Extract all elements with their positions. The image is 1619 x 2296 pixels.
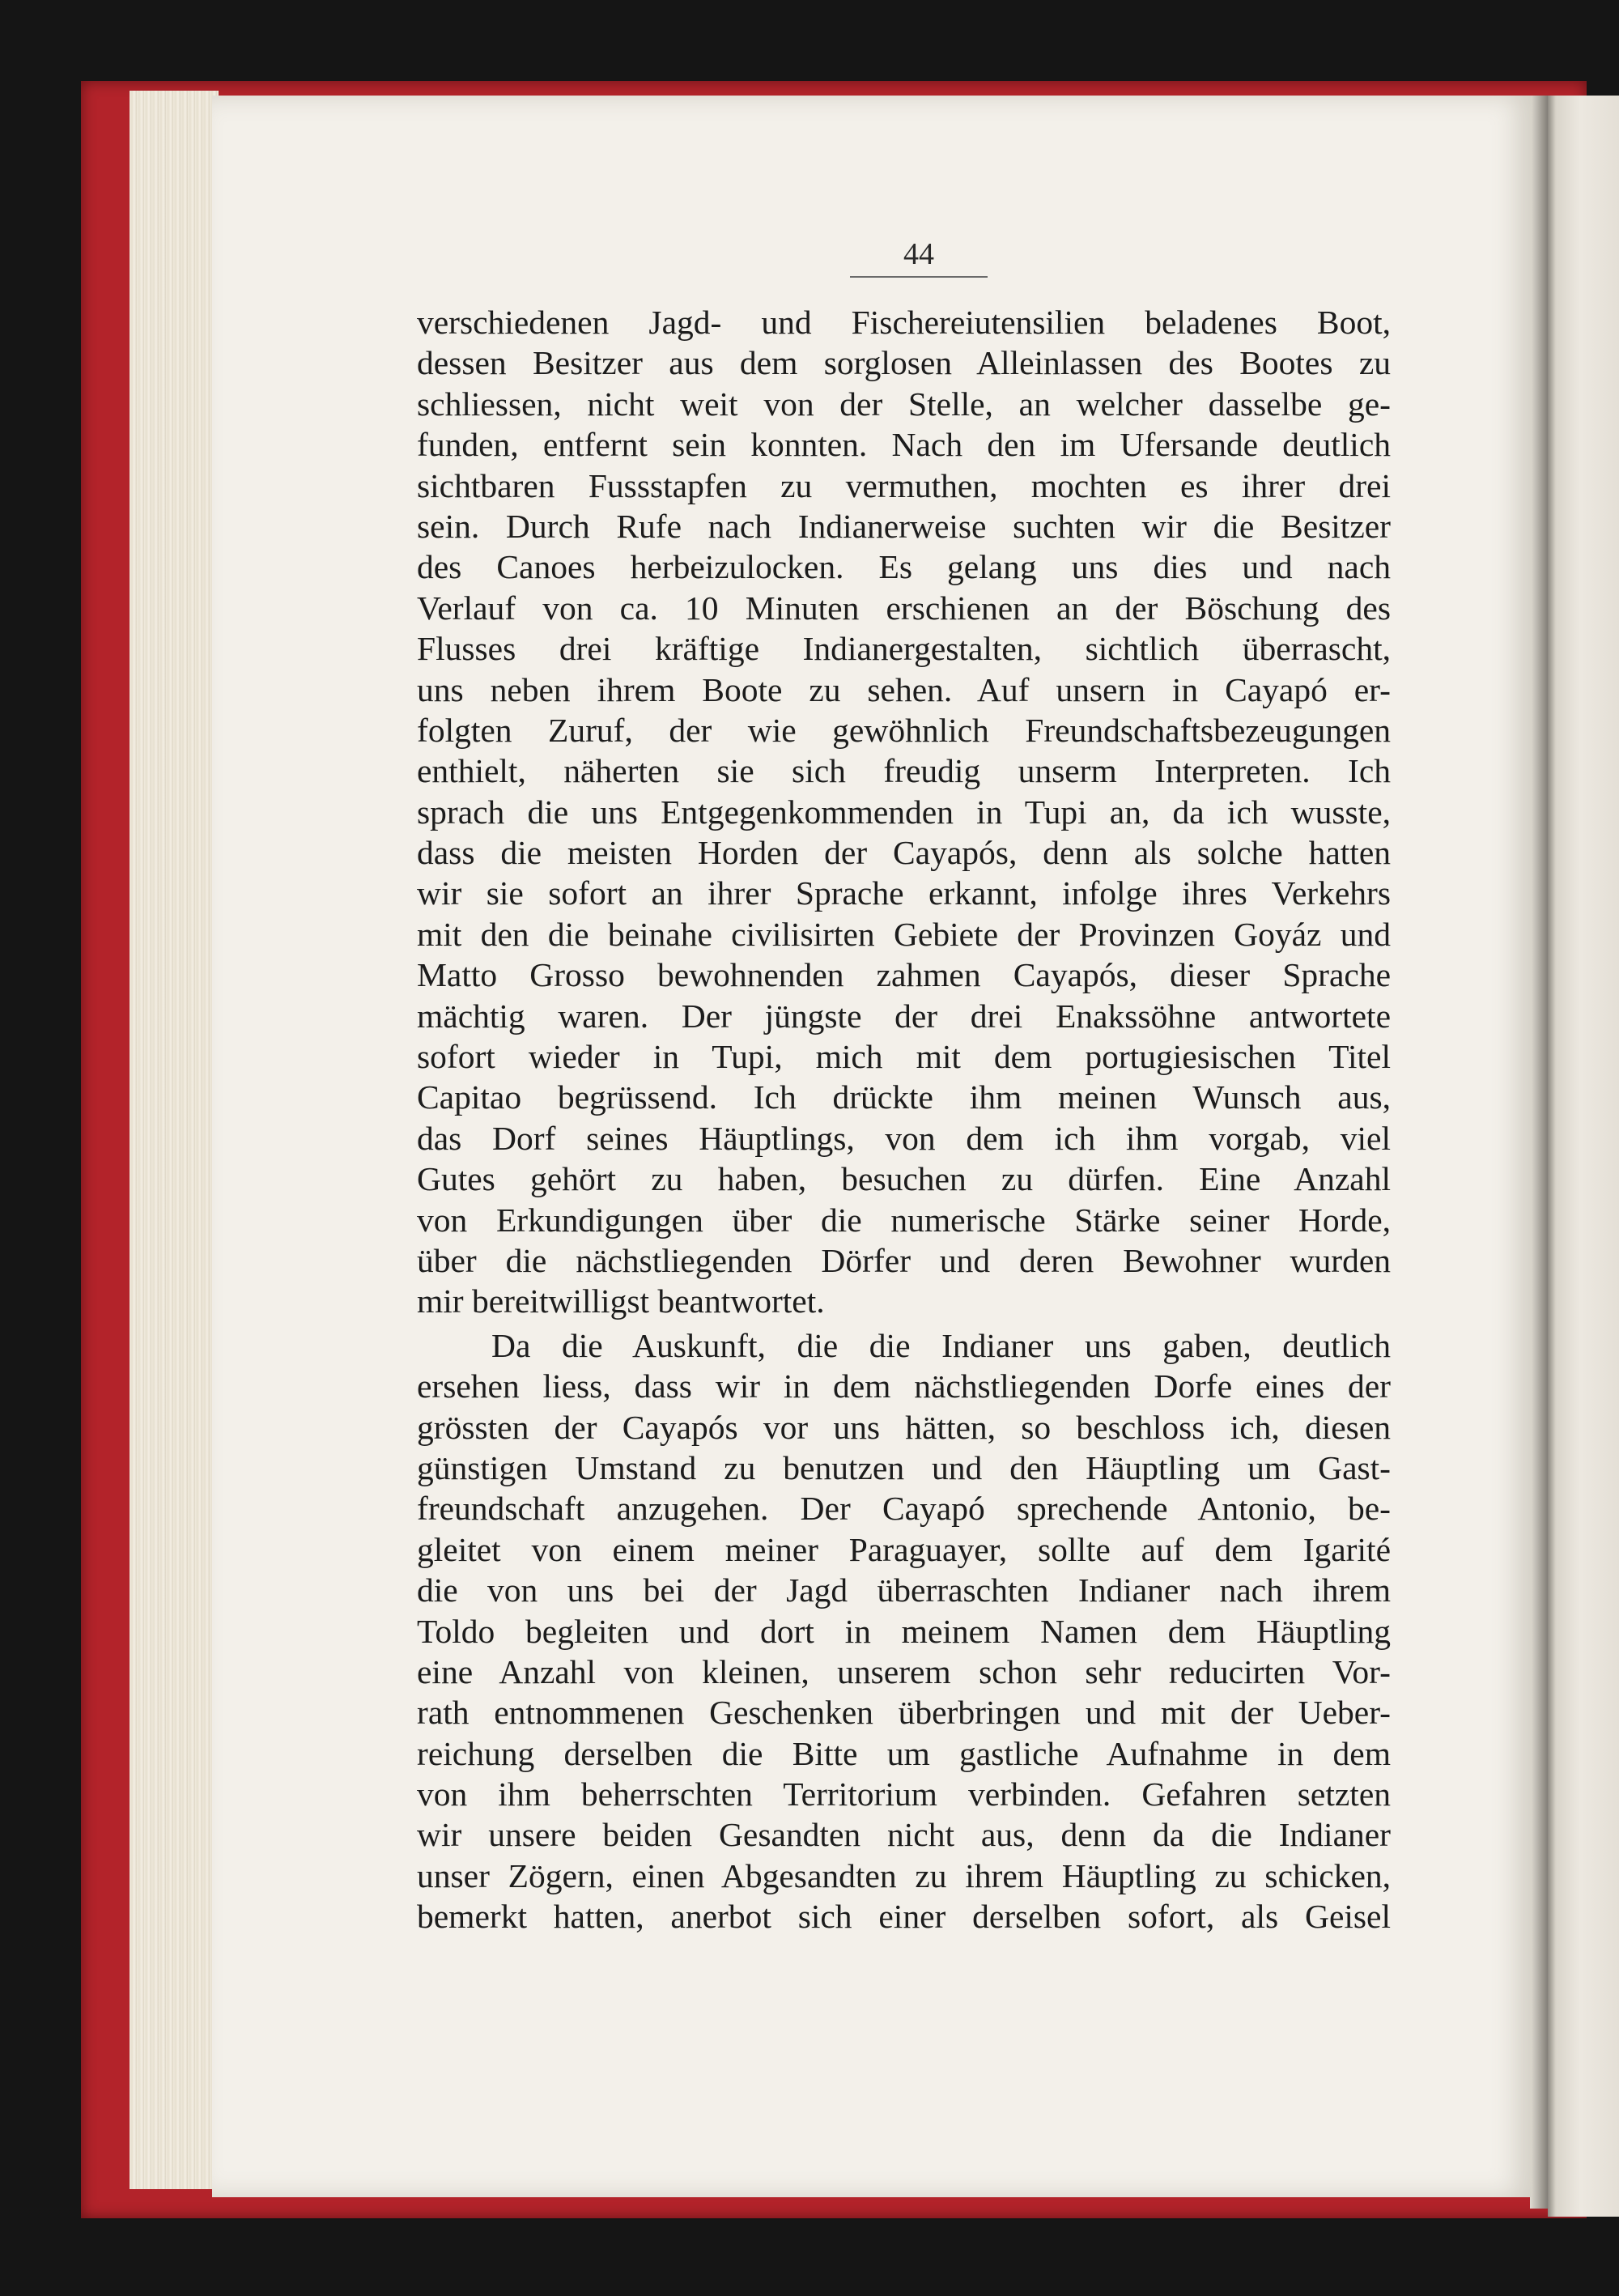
text-line: wir sie sofort an ihrer Sprache erkannt, infolge ihres Verkehrs [417, 874, 1391, 912]
page-number: 44 [903, 237, 934, 271]
text-line: rath entnommenen Geschenken überbringen und mit der Ueber- [417, 1694, 1391, 1732]
text-line: unser Zögern, einen Abgesandten zu ihrem Häuptling zu schicken, [417, 1856, 1391, 1894]
paragraph-2 [417, 1325, 1391, 1937]
text-line: verschiedenen Jagd- und Fischereiutensilien beladenes Boot, [417, 304, 1391, 341]
text-line: Matto Grosso bewohnenden zahmen Cayapós, dieser Sprache [417, 956, 1391, 994]
text-line: bemerkt hatten, anerbot sich einer derselben sofort, als Geisel [417, 1898, 1391, 1936]
text-line: günstigen Umstand zu benutzen und den Häuptling um Gast- [417, 1448, 1391, 1486]
text-line: Gutes gehört zu haben, besuchen zu dürfen. Eine Anzahl [417, 1160, 1391, 1198]
paragraph-1 [417, 302, 1391, 1322]
body-text [417, 302, 1391, 1937]
text-line: mit den die beinahe civilisirten Gebiete der Provinzen Goyáz und [417, 915, 1391, 953]
text-line: freundschaft anzugehen. Der Cayapó sprechende Antonio, be- [417, 1490, 1391, 1528]
text-line: von ihm beherrschten Territorium verbinden. Gefahren setzten [417, 1775, 1391, 1813]
text-line: Da die Auskunft, die die Indianer uns gaben, deutlich [491, 1326, 1391, 1364]
header-rule [850, 276, 988, 278]
facing-page-edge [1548, 96, 1619, 2217]
page-edges [130, 91, 219, 2189]
text-line: grössten der Cayapós vor uns hätten, so beschloss ich, diesen [417, 1408, 1391, 1446]
text-line: Capitao begrüssend. Ich drückte ihm meinen Wunsch aus, [417, 1078, 1391, 1116]
text-line: dessen Besitzer aus dem sorglosen Alleinlassen des Bootes zu [417, 344, 1391, 382]
text-line: Toldo begleiten und dort in meinem Namen dem Häuptling [417, 1612, 1391, 1650]
text-line: über die nächstliegenden Dörfer und deren Bewohner wurden [417, 1241, 1391, 1279]
text-line: sprach die uns Entgegenkommenden in Tupi an, da ich wusste, [417, 793, 1391, 831]
text-line: mächtig waren. Der jüngste der drei Enakssöhne antwortete [417, 997, 1391, 1035]
text-line: sichtbaren Fussstapfen zu vermuthen, mochten es ihrer drei [417, 466, 1391, 504]
text-line: ersehen liess, dass wir in dem nächstliegenden Dorfe eines der [417, 1367, 1391, 1405]
text-line: eine Anzahl von kleinen, unserem schon sehr reducirten Vor- [417, 1652, 1391, 1690]
text-line: Verlauf von ca. 10 Minuten erschienen an der Böschung des [417, 589, 1391, 627]
text-line: Flusses drei kräftige Indianergestalten, sichtlich überrascht, [417, 630, 1391, 668]
text-line: die von uns bei der Jagd überraschten Indianer nach ihrem [417, 1571, 1391, 1609]
text-line: das Dorf seines Häuptlings, von dem ich ihm vorgab, viel [417, 1119, 1391, 1157]
text-line: funden, entfernt sein konnten. Nach den im Ufersande deutlich [417, 426, 1391, 464]
text-line: sofort wieder in Tupi, mich mit dem portugiesischen Titel [417, 1038, 1391, 1076]
text-line: dass die meisten Horden der Cayapós, denn als solche hatten [417, 834, 1391, 872]
text-line: sein. Durch Rufe nach Indianerweise suchten wir die Besitzer [417, 507, 1391, 545]
text-line: uns neben ihrem Boote zu sehen. Auf unsern in Cayapó er- [417, 670, 1391, 708]
text-line: enthielt, näherten sie sich freudig unserm Interpreten. Ich [417, 752, 1391, 790]
text-line: des Canoes herbeizulocken. Es gelang uns dies und nach [417, 548, 1391, 586]
book-gutter [1530, 96, 1549, 2209]
text-line: von Erkundigungen über die numerische Stärke seiner Horde, [417, 1201, 1391, 1239]
text-line: wir unsere beiden Gesandten nicht aus, denn da die Indianer [417, 1816, 1391, 1854]
text-line: gleitet von einem meiner Paraguayer, sollte auf dem Igarité [417, 1530, 1391, 1568]
text-line: schliessen, nicht weit von der Stelle, an welcher dasselbe ge- [417, 385, 1391, 423]
text-line: mir bereitwilligst beantwortet. [417, 1282, 825, 1320]
text-line: reichung derselben die Bitte um gastliche Aufnahme in dem [417, 1734, 1391, 1772]
text-line: folgten Zuruf, der wie gewöhnlich Freundschaftsbezeugungen [417, 711, 1391, 749]
